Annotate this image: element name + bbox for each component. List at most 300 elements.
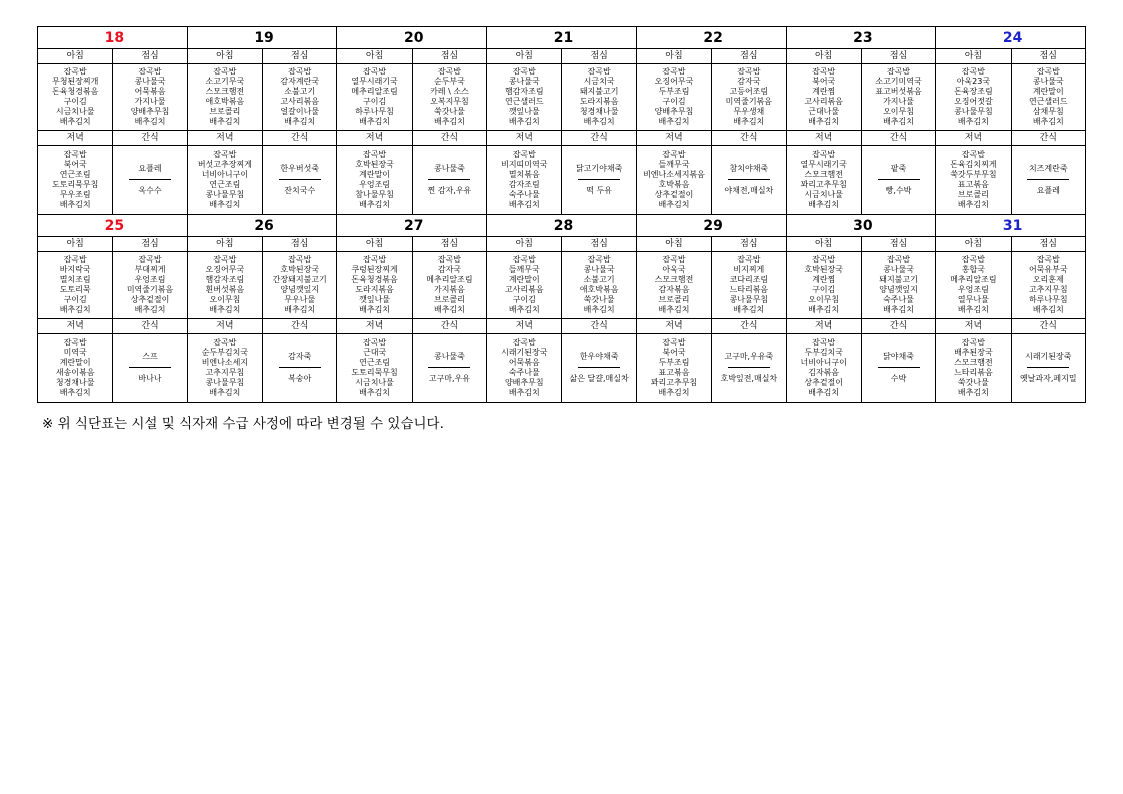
menu-item: 숙주나물: [883, 295, 914, 304]
menu-item: 양배추무침: [130, 107, 170, 116]
breakfast-menu: [38, 252, 113, 319]
menu-item: 잡곡밥: [362, 67, 387, 76]
menu-item: 시금치나물: [355, 378, 394, 387]
menu-item: 바지락국: [59, 265, 91, 274]
menu-item: 구이김: [662, 97, 686, 106]
menu-item: 잡곡밥: [512, 67, 536, 76]
dinner-menu: [187, 146, 262, 215]
menu-item: 들깨무국: [658, 160, 690, 169]
menu-item: 잡곡밥: [812, 255, 836, 264]
dinner-menu: [337, 146, 412, 215]
lunch-label: 점심: [562, 237, 636, 252]
menu-item: 근대나물: [808, 107, 840, 116]
menu-item: 고사리볶음: [804, 97, 843, 106]
lunch-label: 점심: [562, 49, 636, 64]
menu-item: 잡곡밥: [362, 338, 387, 347]
menu-item: 우엉조림: [134, 275, 166, 284]
breakfast-menu: [38, 64, 113, 131]
menu-item: 스모크햄전: [205, 87, 245, 96]
dinner-menu: [487, 146, 562, 215]
menu-item: 콩나물국: [883, 265, 914, 274]
menu-item: 배추김치: [957, 305, 989, 314]
menu-item: 순두부김치국: [201, 348, 249, 357]
menu-item: 무우조림: [59, 190, 91, 199]
menu-item: 오징어젓갈: [954, 97, 993, 106]
lunch-menu: [263, 64, 337, 131]
meal-label-row: [38, 319, 1086, 334]
snack-item: 감자죽: [288, 352, 312, 361]
menu-item: 배추김치: [883, 305, 914, 314]
breakfast-label: 아침: [636, 49, 711, 64]
menu-item: 하루나무침: [355, 107, 394, 116]
menu-item: 아욱국: [662, 265, 686, 274]
menu-item: 잡곡밥: [437, 67, 462, 76]
dinner-label: 저녁: [786, 319, 861, 334]
menu-item: 우엉조림: [359, 180, 391, 189]
snack-divider: [578, 179, 620, 180]
menu-item: 계란말이: [508, 275, 540, 284]
menu-item: 배추김치: [733, 305, 765, 314]
dinner-label: 저녁: [38, 319, 113, 334]
menu-item: 구이김: [63, 295, 87, 304]
dinner-snack-row: [38, 334, 1086, 403]
menu-item: 북어국: [662, 348, 686, 357]
menu-item: 호박된장국: [804, 265, 843, 274]
menu-item: 계란찜: [812, 87, 836, 96]
menu-item: 콩나물무침: [729, 295, 769, 304]
menu-item: 고등어조림: [729, 87, 769, 96]
menu-item: 청경채나물: [55, 378, 95, 387]
day-date: 31: [936, 215, 1086, 237]
menu-item: 콩나물무침: [954, 107, 993, 116]
breakfast-menu: [487, 252, 562, 319]
menu-item: 돼지불고기: [879, 275, 918, 284]
menu-item: 어묵유부국: [1028, 265, 1068, 274]
menu-item: 너비아니구이: [800, 358, 847, 367]
menu-item: 무청된장찌개: [51, 77, 99, 86]
dinner-menu: [636, 146, 711, 215]
menu-item: 시금치나물: [55, 107, 95, 116]
menu-item: 감자국: [737, 77, 761, 86]
menu-item: 간장돼지불고기: [272, 275, 327, 284]
breakfast-label: 아침: [936, 237, 1011, 252]
menu-item: 어묵볶음: [134, 87, 166, 96]
menu-item: 햄감자조림: [205, 275, 245, 284]
lunch-menu: [562, 64, 636, 131]
menu-item: 너비아니구이: [201, 170, 249, 179]
menu-item: 상추겉절이: [130, 295, 170, 304]
breakfast-label: 아침: [487, 49, 562, 64]
lunch-menu: [263, 252, 337, 319]
snack-item: 한우버섯죽: [280, 164, 320, 173]
snack-menu: [1011, 146, 1085, 215]
snack-item: 참치야채죽: [729, 164, 769, 173]
day-date: 21: [487, 27, 637, 49]
dinner-label: 저녁: [636, 131, 711, 146]
day-date: 23: [786, 27, 936, 49]
menu-item: 배추김치: [658, 388, 690, 397]
menu-item: 열무시래기국: [351, 77, 398, 86]
menu-item: 연근샐러드: [1028, 97, 1068, 106]
menu-item: 양념깻잎지: [280, 285, 320, 294]
breakfast-label: 아침: [38, 237, 113, 252]
menu-item: 스모크햄전: [804, 170, 843, 179]
menu-item: 숙주나물: [508, 368, 540, 377]
menu-item: 상추겉절이: [804, 378, 843, 387]
menu-item: 배추김치: [957, 117, 989, 126]
menu-item: 호박된장국: [355, 160, 394, 169]
lunch-label: 점심: [1011, 237, 1085, 252]
snack-item: 닭야채죽: [883, 352, 914, 361]
menu-item: 얼갈이나물: [280, 107, 320, 116]
menu-item: 배추김치: [59, 200, 91, 209]
snack-menu: [712, 146, 786, 215]
menu-item: 잡곡밥: [961, 338, 985, 347]
snack-label: 간식: [412, 319, 486, 334]
menu-item: 무우생채: [733, 107, 765, 116]
menu-item: 메추리알조림: [351, 87, 398, 96]
menu-item: 잡곡밥: [512, 150, 536, 159]
menu-item: 잡곡밥: [737, 67, 761, 76]
menu-item: 계란찜: [812, 275, 836, 284]
menu-item: 배추김치: [359, 305, 391, 314]
menu-item: 배추김치: [808, 388, 840, 397]
menu-item: 두부김치국: [804, 348, 843, 357]
menu-item: 배추김치: [957, 200, 989, 209]
breakfast-menu: [487, 64, 562, 131]
day-date: 18: [38, 27, 188, 49]
dinner-label: 저녁: [337, 319, 412, 334]
menu-item: 비엔나소세지볶음: [643, 170, 705, 179]
menu-item: 홍합국: [961, 265, 985, 274]
menu-item: 배추김치: [433, 305, 465, 314]
snack-item: 시래기된장죽: [1025, 352, 1072, 361]
dinner-label: 저녁: [786, 131, 861, 146]
menu-item: 배추김치: [1032, 117, 1064, 126]
menu-item: 고추지무침: [205, 368, 245, 377]
lunch-menu: [712, 252, 786, 319]
menu-item: 호박된장국: [280, 265, 320, 274]
snack-menu: [861, 334, 935, 403]
snack-label: 간식: [562, 319, 636, 334]
snack-divider: [878, 179, 920, 180]
breakfast-label: 아침: [487, 237, 562, 252]
menu-item: 오이무침: [883, 107, 914, 116]
menu-item: 연근조림: [359, 358, 391, 367]
dinner-menu: [38, 146, 113, 215]
dinner-label: 저녁: [187, 131, 262, 146]
breakfast-label: 아침: [936, 49, 1011, 64]
footnote: ※ 위 식단표는 시설 및 식자재 수급 사정에 따라 변경될 수 있습니다.: [42, 416, 444, 432]
menu-item: 배추김치: [883, 117, 914, 126]
menu-item: 코다리조림: [729, 275, 769, 284]
menu-item: 가지나물: [883, 97, 914, 106]
menu-item: 도라지볶음: [355, 285, 394, 294]
menu-item: 비지찌게: [733, 265, 765, 274]
lunch-menu: [861, 252, 935, 319]
menu-item: 꽈리고추무침: [650, 378, 698, 387]
menu-item: 쑥갓두부무침: [950, 170, 997, 179]
menu-item: 미역줄기볶음: [725, 97, 773, 106]
menu-item: 배추된장국: [954, 348, 993, 357]
snack-divider: [129, 367, 171, 368]
menu-item: 고사리볶음: [504, 285, 544, 294]
breakfast-menu: [337, 64, 412, 131]
menu-item: 배추김치: [658, 200, 690, 209]
breakfast-label: 아침: [786, 237, 861, 252]
menu-item: 소고기미역국: [875, 77, 922, 86]
dinner-label: 저녁: [487, 131, 562, 146]
menu-item: 감자조림: [508, 180, 540, 189]
day-date: 29: [636, 215, 786, 237]
menu-item: 스모크햄전: [954, 358, 993, 367]
menu-item: 우엉조림: [957, 285, 989, 294]
day-date: 22: [636, 27, 786, 49]
snack-divider: [1027, 367, 1069, 368]
lunch-menu: [1011, 252, 1085, 319]
menu-item: 계란말이: [359, 170, 391, 179]
snack-menu: [562, 334, 636, 403]
menu-item: 숙주나물: [508, 190, 540, 199]
snack-item: 찐 감자,우유: [427, 186, 472, 195]
snack-divider: [728, 179, 770, 180]
day-date: 26: [187, 215, 337, 237]
menu-item: 삼채무침: [1032, 107, 1064, 116]
menu-item: 잡곡밥: [213, 67, 237, 76]
menu-item: 부대찌게: [134, 265, 166, 274]
menu-item: 브로콜리: [209, 107, 241, 116]
menu-item: 소불고기: [583, 275, 615, 284]
lunch-menu: [113, 252, 187, 319]
day-date: 20: [337, 27, 487, 49]
menu-item: 잡곡밥: [63, 255, 87, 264]
dinner-label: 저녁: [936, 131, 1011, 146]
menu-item: 잡곡밥: [213, 255, 237, 264]
lunch-menu: [412, 252, 486, 319]
dinner-label: 저녁: [337, 131, 412, 146]
menu-item: 비지띠미역국: [501, 160, 548, 169]
date-row: [38, 27, 1086, 49]
menu-item: 콩나물국: [134, 77, 166, 86]
menu-item: 잡곡밥: [288, 255, 312, 264]
snack-divider: [428, 367, 470, 368]
menu-item: 잡곡밥: [512, 255, 536, 264]
dinner-label: 저녁: [636, 319, 711, 334]
breakfast-menu: [187, 252, 262, 319]
day-date: 25: [38, 215, 188, 237]
menu-item: 배추김치: [583, 117, 615, 126]
dinner-label: 저녁: [187, 319, 262, 334]
menu-item: 잡곡밥: [961, 67, 985, 76]
menu-item: 잡곡밥: [812, 150, 836, 159]
dinner-label: 저녁: [38, 131, 113, 146]
menu-item: 배추김치: [658, 117, 690, 126]
snack-menu: [562, 146, 636, 215]
breakfast-label: 아침: [786, 49, 861, 64]
menu-item: 잡곡밥: [662, 150, 686, 159]
menu-item: 잡곡밥: [886, 255, 911, 264]
dinner-menu: [936, 146, 1011, 215]
menu-item: 배추김치: [59, 117, 91, 126]
menu-item: 감자계란국: [280, 77, 320, 86]
snack-divider: [1027, 179, 1069, 180]
lunch-label: 점심: [1011, 49, 1085, 64]
lunch-label: 점심: [113, 237, 187, 252]
menu-item: 쑥갓나물: [433, 107, 465, 116]
menu-item: 도토리묵무침: [351, 368, 398, 377]
dinner-snack-row: [38, 146, 1086, 215]
menu-item: 배추김치: [433, 117, 465, 126]
menu-item: 콩나물무침: [205, 378, 245, 387]
menu-item: 브로콜리: [433, 295, 465, 304]
menu-item: 구이김: [812, 285, 836, 294]
snack-label: 간식: [1011, 131, 1085, 146]
breakfast-label: 아침: [187, 49, 262, 64]
breakfast-menu: [636, 64, 711, 131]
menu-item: 가지볶음: [433, 285, 465, 294]
snack-item: 고구마,우유죽: [724, 352, 774, 361]
menu-item: 잡곡밥: [362, 255, 387, 264]
menu-item: 소불고기: [284, 87, 316, 96]
menu-item: 도토리묵무침: [51, 180, 99, 189]
menu-item: 두부조림: [658, 358, 690, 367]
lunch-label: 점심: [263, 237, 337, 252]
menu-item: 가지나물: [134, 97, 166, 106]
menu-item: 배추김치: [808, 117, 840, 126]
menu-item: 표고버섯볶음: [875, 87, 922, 96]
breakfast-label: 아침: [38, 49, 113, 64]
menu-item: 양배추무침: [654, 107, 694, 116]
menu-item: 메추리알조림: [426, 275, 473, 284]
menu-item: 깻잎나물: [508, 107, 540, 116]
menu-item: 구이김: [512, 295, 536, 304]
menu-item: 배추김치: [583, 305, 615, 314]
menu-item: 메추리알조림: [950, 275, 997, 284]
date-row: [38, 215, 1086, 237]
lunch-label: 점심: [712, 49, 786, 64]
menu-item: 배추김치: [134, 117, 166, 126]
menu-item: 잡곡밥: [213, 150, 237, 159]
menu-item: 브로콜리: [658, 295, 690, 304]
menu-item: 김자볶음: [808, 368, 840, 377]
menu-item: 잡곡밥: [737, 255, 761, 264]
snack-label: 간식: [712, 319, 786, 334]
menu-item: 새송이볶음: [55, 368, 95, 377]
snack-menu: [113, 334, 187, 403]
snack-item: 치즈계란죽: [1028, 164, 1068, 173]
menu-item: 잡곡밥: [63, 67, 87, 76]
dinner-menu: [487, 334, 562, 403]
menu-item: 잡곡밥: [138, 67, 162, 76]
menu-item: 잡곡밥: [63, 150, 87, 159]
lunch-menu: [412, 64, 486, 131]
menu-item: 잡곡밥: [587, 67, 611, 76]
snack-divider: [878, 367, 920, 368]
meal-label-row: [38, 237, 1086, 252]
snack-item: 복숭아: [288, 374, 312, 383]
meal-label-row: [38, 49, 1086, 64]
day-date: 28: [487, 215, 637, 237]
lunch-label: 점심: [113, 49, 187, 64]
menu-item: 잡곡밥: [662, 255, 686, 264]
menu-item: 배추김치: [658, 305, 690, 314]
menu-item: 배추김치: [1032, 305, 1064, 314]
menu-item: 잡곡밥: [812, 338, 836, 347]
lunch-menu: [113, 64, 187, 131]
snack-item: 떡 두유: [586, 186, 612, 195]
menu-item: 도라지볶음: [579, 97, 619, 106]
menu-item: 잡곡밥: [812, 67, 836, 76]
snack-item: 콩나물죽: [433, 352, 465, 361]
menu-item: 돼지불고기: [579, 87, 619, 96]
snack-divider: [129, 179, 171, 180]
snack-item: 옥수수: [138, 186, 162, 195]
menu-item: 잡곡밥: [662, 67, 686, 76]
menu-item: 배추김치: [733, 117, 765, 126]
menu-item: 버섯고추장찌게: [197, 160, 252, 169]
breakfast-lunch-row: [38, 252, 1086, 319]
snack-item: 호박잎전,매실차: [720, 374, 778, 383]
lunch-label: 점심: [712, 237, 786, 252]
menu-item: 미역국: [63, 348, 87, 357]
dinner-menu: [786, 334, 861, 403]
menu-item: 카레 \ 소스: [430, 87, 469, 96]
menu-item: 쿠렁된장찌게: [351, 265, 398, 274]
day-date: 30: [786, 215, 936, 237]
breakfast-menu: [936, 64, 1011, 131]
snack-divider: [428, 179, 470, 180]
snack-label: 간식: [861, 319, 935, 334]
menu-item: 어묵볶음: [508, 358, 540, 367]
breakfast-menu: [936, 252, 1011, 319]
lunch-menu: [712, 64, 786, 131]
menu-item: 양념깻잎지: [879, 285, 918, 294]
menu-item: 잡곡밥: [961, 255, 985, 264]
snack-menu: [263, 146, 337, 215]
menu-item: 배추김치: [134, 305, 166, 314]
menu-item: 콩나물무침: [205, 190, 245, 199]
menu-item: 잡곡밥: [961, 150, 985, 159]
menu-item: 돈육장조림: [954, 87, 993, 96]
snack-label: 간식: [562, 131, 636, 146]
snack-item: 팥죽: [890, 164, 907, 173]
menu-item: 오리훈제: [1032, 275, 1064, 284]
menu-item: 돈육청경볶음: [351, 275, 398, 284]
menu-item: 배추김치: [59, 305, 91, 314]
dinner-menu: [936, 334, 1011, 403]
meal-plan-table: [37, 26, 1086, 403]
menu-item: 아욱23국: [956, 77, 991, 86]
menu-item: 돈육청경볶음: [51, 87, 99, 96]
dinner-label: 저녁: [936, 319, 1011, 334]
day-date: 19: [187, 27, 337, 49]
snack-item: 요플레: [138, 164, 162, 173]
menu-item: 멸치조림: [59, 275, 91, 284]
snack-divider: [279, 367, 321, 368]
snack-menu: [412, 146, 486, 215]
dinner-menu: [187, 334, 262, 403]
menu-item: 배추김치: [209, 117, 241, 126]
snack-item: 삶은 달걀,매실차: [569, 374, 629, 383]
breakfast-menu: [786, 64, 861, 131]
menu-item: 오징어무국: [654, 77, 694, 86]
menu-item: 브로콜리: [957, 190, 989, 199]
snack-label: 간식: [861, 131, 935, 146]
lunch-menu: [861, 64, 935, 131]
menu-item: 애호박볶음: [579, 285, 619, 294]
dinner-menu: [337, 334, 412, 403]
menu-item: 도토리묵: [59, 285, 91, 294]
